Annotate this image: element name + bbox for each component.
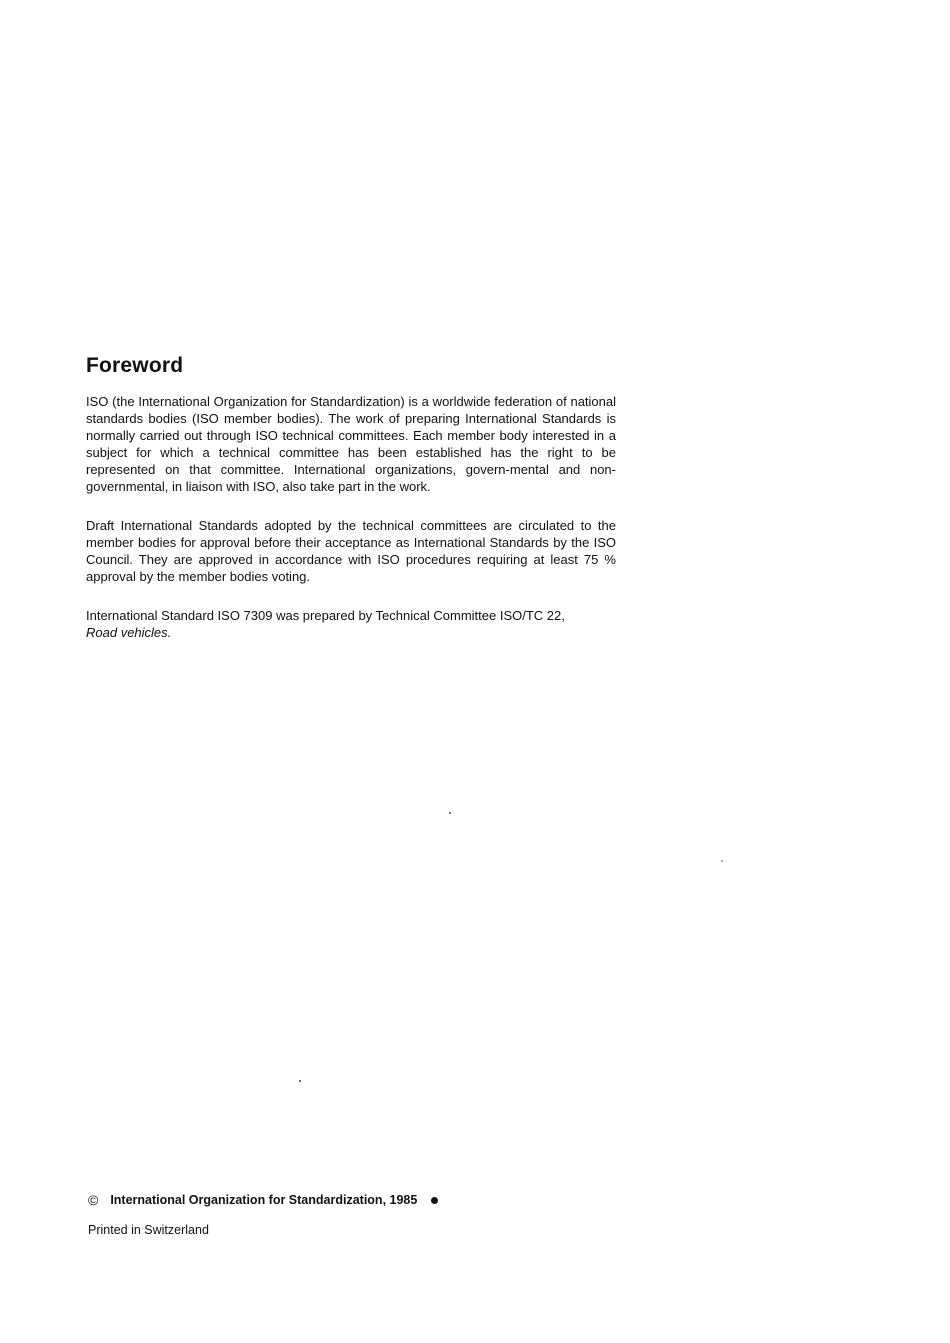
paragraph-iso-description: ISO (the International Organization for Standardization) is a worldwide federation of national standards bodies (ISO member bodies). The work of preparing International Standards is normally carried out through ISO technical committees. Each member body interested in a subject for which a technical committee has been established has the right to be represented on that committee. International organizations, govern-mental and non-governmental, in liaison with ISO, also take part in the work. bbox=[86, 394, 616, 494]
copyright-line bbox=[88, 1192, 438, 1208]
scan-speck bbox=[299, 1080, 301, 1082]
committee-title: Road vehicles. bbox=[86, 625, 172, 640]
copyright-text: International Organization for Standardization, 1985 bbox=[110, 1193, 418, 1207]
preparation-text: International Standard ISO 7309 was prepared by Technical Committee ISO/TC 22, bbox=[86, 608, 565, 623]
paragraph-standard-preparation bbox=[86, 607, 616, 641]
copyright-icon: © bbox=[88, 1192, 99, 1208]
bullet-dot-icon bbox=[431, 1197, 438, 1204]
paragraph-draft-standards: Draft International Standards adopted by the technical committees are circulated to the member bodies for approval before their acceptance as International Standards by the ISO Council. They are approved in accordance with ISO procedures requiring at least 75 % approval by the member bodies voting. bbox=[86, 518, 616, 584]
page-title: Foreword bbox=[86, 354, 184, 377]
scan-speck bbox=[449, 812, 451, 814]
printed-location: Printed in Switzerland bbox=[88, 1223, 209, 1237]
scan-speck bbox=[721, 860, 723, 862]
foreword-body bbox=[86, 393, 616, 663]
